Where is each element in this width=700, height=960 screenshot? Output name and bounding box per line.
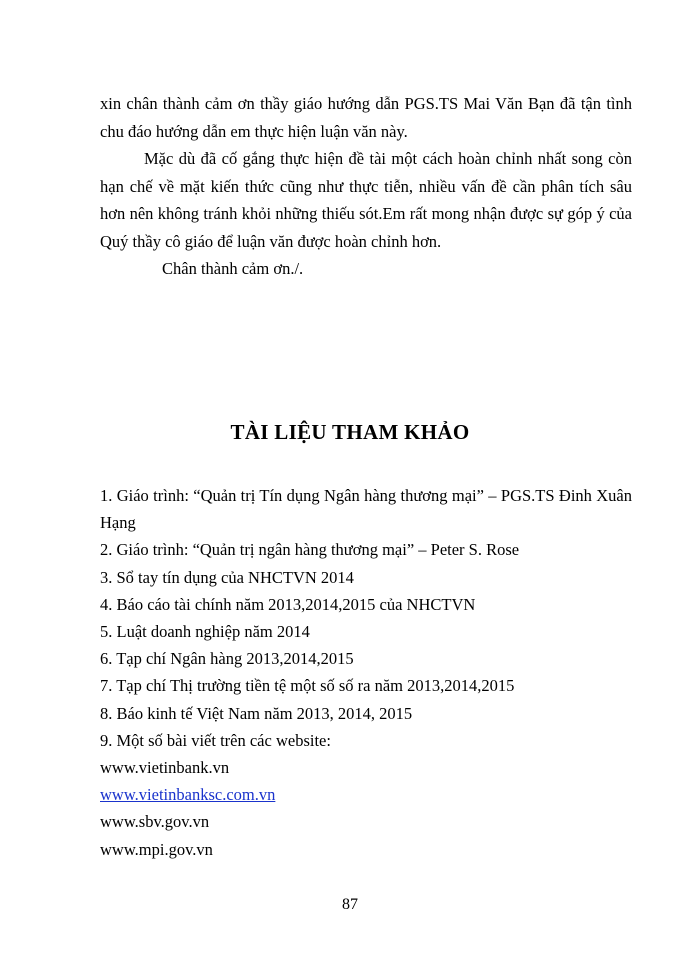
acknowledgement-section <box>100 90 632 283</box>
website-list <box>100 754 632 863</box>
references-heading: TÀI LIỆU THAM KHẢO <box>230 420 470 444</box>
reference-item-8: 8. Báo kinh tế Việt Nam năm 2013, 2014, 2015 <box>100 703 413 723</box>
page-number: 87 <box>342 896 358 913</box>
reference-item-3: 3. Sổ tay tín dụng của NHCTVN 2014 <box>100 567 354 587</box>
reference-item-9: 9. Một số bài viết trên các website: <box>100 730 331 750</box>
acknowledgement-paragraph-2: Mặc dù đã cố gắng thực hiện đề tài một cách hoàn chỉnh nhất song còn hạn chế về mặt kiến thức cũng như thực tiễn, nhiều vấn đề cần phân tích sâu hơn nên không tránh khỏi những thiếu sót.Em rất mong nhận được sự góp ý của Quý thầy cô giáo để luận văn được hoàn chỉnh hơn. <box>100 149 632 251</box>
reference-item-7: 7. Tạp chí Thị trường tiền tệ một số số ra năm 2013,2014,2015 <box>100 676 515 696</box>
reference-item-2: 2. Giáo trình: “Quản trị ngân hàng thương mại” – Peter S. Rose <box>100 540 520 560</box>
website-item: www.vietinbank.vn <box>100 758 230 778</box>
reference-item-4: 4. Báo cáo tài chính năm 2013,2014,2015 của NHCTVN <box>100 594 476 614</box>
closing-line: Chân thành cảm ơn./. <box>162 259 304 278</box>
reference-list <box>100 482 632 863</box>
reference-item-6: 6. Tạp chí Ngân hàng 2013,2014,2015 <box>100 649 354 669</box>
reference-item-5: 5. Luật doanh nghiệp năm 2014 <box>100 622 310 642</box>
acknowledgement-paragraph-1: xin chân thành cảm ơn thầy giáo hướng dẫn PGS.TS Mai Văn Bạn đã tận tình chu đáo hướng dẫn em thực hiện luận văn này. <box>100 94 632 141</box>
website-link[interactable]: www.vietinbanksc.com.vn <box>100 785 276 805</box>
website-item: www.mpi.gov.vn <box>100 839 213 859</box>
reference-item-1: 1. Giáo trình: “Quản trị Tín dụng Ngân hàng thương mại” – PGS.TS Đinh Xuân Hạng <box>100 486 632 533</box>
website-item: www.sbv.gov.vn <box>100 812 210 832</box>
